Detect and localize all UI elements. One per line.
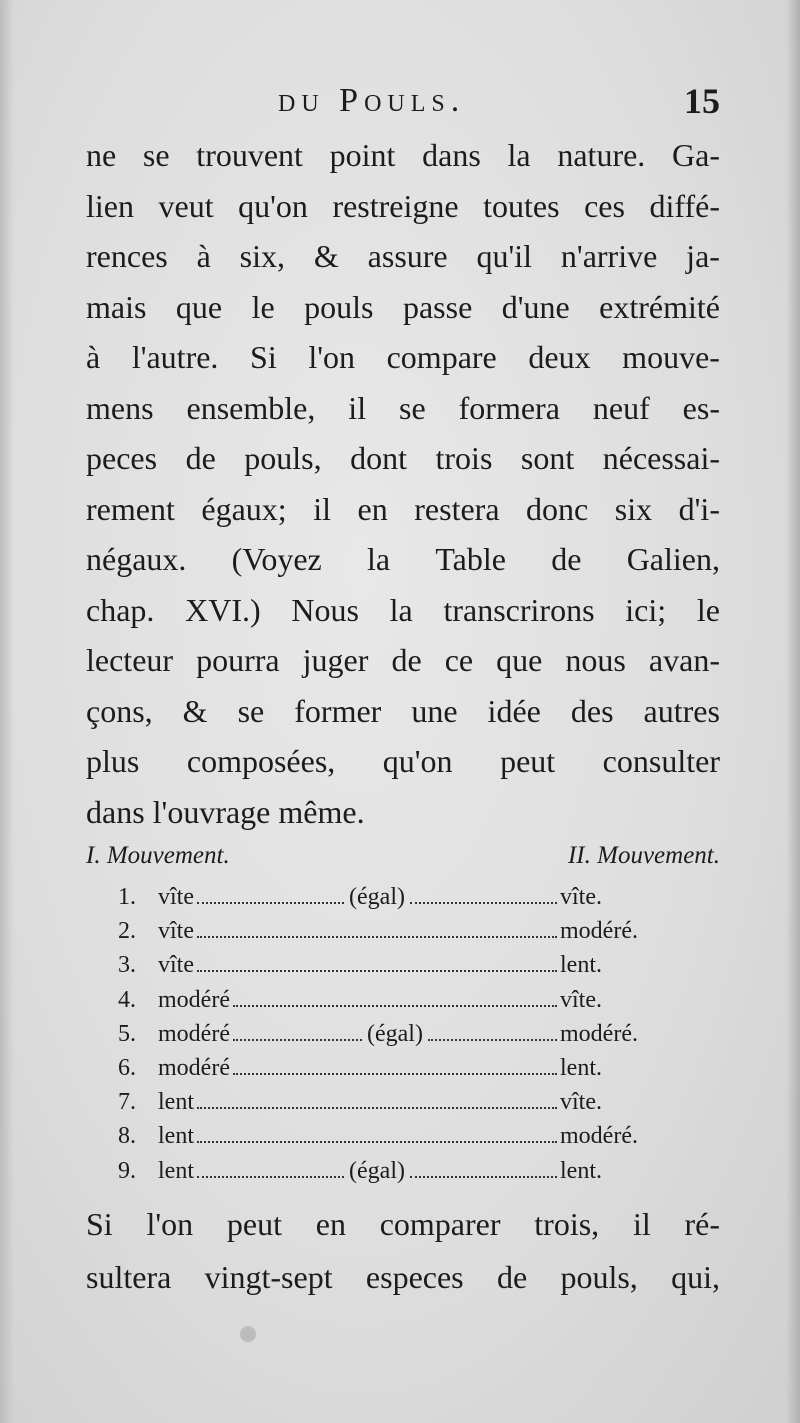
word: formera: [458, 389, 560, 426]
dot-leader: [233, 1039, 362, 1041]
word: en: [357, 490, 388, 527]
word: Ga-: [672, 137, 720, 173]
word: compare: [386, 339, 497, 375]
page-edge-shadow-right: [786, 0, 800, 1423]
word: nous: [565, 642, 626, 678]
word: d'une: [501, 288, 570, 325]
word: Si: [86, 1206, 113, 1242]
word: trois: [435, 440, 493, 476]
second-movement: vîte.: [560, 884, 602, 910]
word: (Voyez: [231, 541, 322, 577]
row-number: 5.: [118, 1020, 136, 1047]
word: restera: [414, 490, 500, 527]
dot-leader: [197, 902, 344, 904]
word: rement: [86, 490, 175, 527]
table-row: [118, 1085, 658, 1119]
word: la: [366, 541, 391, 577]
word: idée: [487, 692, 541, 729]
word: l'ouvrage: [152, 793, 271, 830]
word: vingt-sept: [204, 1259, 333, 1295]
word: especes: [365, 1259, 464, 1295]
text-line: [86, 534, 720, 585]
first-movement: lent: [158, 1157, 194, 1184]
word: &: [313, 238, 339, 274]
word: es-: [682, 389, 720, 426]
text-line: [86, 1198, 720, 1251]
word: la: [507, 137, 531, 173]
word: plus: [86, 743, 140, 779]
word: à: [196, 238, 211, 274]
word: une: [411, 692, 458, 729]
word: que: [175, 288, 223, 325]
dot-leader: [197, 1141, 557, 1143]
dot-leader: [197, 1176, 344, 1178]
word: transcrirons: [443, 591, 595, 628]
dot-leader: [410, 902, 557, 904]
word: six,: [239, 238, 286, 274]
text-line: [86, 736, 720, 787]
text-line: [86, 231, 720, 282]
page-header: [88, 78, 720, 130]
closing-paragraph: [86, 1198, 720, 1304]
text-line: [86, 130, 720, 181]
word: ce: [444, 642, 474, 678]
col2-heading: II. Mouvement.: [567, 842, 720, 869]
word: il: [348, 389, 367, 426]
text-line: [86, 635, 720, 686]
word: à: [86, 339, 101, 375]
table-row: [118, 948, 658, 982]
word: n'arrive: [560, 238, 658, 274]
word: qui,: [671, 1259, 720, 1295]
word: ces: [584, 187, 625, 224]
word: dans: [86, 793, 145, 830]
text-line: [86, 332, 720, 383]
dot-leader: [233, 1073, 557, 1075]
word: de: [496, 1259, 528, 1295]
word: qu'il: [476, 238, 533, 274]
word: le: [251, 288, 275, 325]
second-movement: modéré.: [560, 918, 638, 945]
word: de: [391, 642, 422, 678]
word: ré-: [684, 1206, 720, 1242]
word: que: [496, 642, 543, 678]
word: l'autre.: [131, 339, 219, 375]
word: assure: [367, 238, 448, 274]
word: ne: [86, 137, 117, 173]
row-number: 4.: [118, 986, 136, 1013]
word: l'on: [146, 1206, 194, 1242]
body-text: [86, 130, 720, 837]
word: trois,: [534, 1206, 600, 1242]
word: de: [551, 541, 582, 577]
dot-leader: [233, 1005, 557, 1007]
table-row: [118, 880, 658, 914]
second-movement: modéré.: [560, 1123, 638, 1150]
row-number: 1.: [118, 884, 136, 910]
word: peut: [226, 1206, 282, 1242]
row-number: 8.: [118, 1123, 136, 1150]
word: en: [315, 1206, 346, 1242]
text-line: [86, 1251, 720, 1304]
first-movement: modéré: [158, 1020, 230, 1047]
first-movement: vîte: [158, 918, 194, 945]
word: peut: [500, 743, 556, 779]
word: de: [185, 440, 216, 476]
text-line: [86, 686, 720, 737]
text-line: [86, 282, 720, 333]
text-line: [86, 585, 720, 636]
running-title: du Pouls.: [278, 82, 466, 119]
word: sont: [520, 440, 575, 476]
row-number: 3.: [118, 952, 136, 979]
table-row: [118, 983, 658, 1017]
first-movement: vîte: [158, 952, 194, 979]
first-movement: vîte: [158, 884, 194, 910]
first-movement: lent: [158, 1123, 194, 1150]
word: nécessai-: [602, 440, 720, 476]
word: l'on: [308, 339, 355, 375]
word: toutes: [483, 187, 560, 224]
text-line: [86, 433, 720, 484]
word: donc: [526, 490, 589, 527]
word: comparer: [379, 1206, 501, 1242]
word: dont: [350, 440, 407, 476]
text-line: [86, 787, 720, 838]
second-movement: modéré.: [560, 1020, 638, 1047]
word: six: [614, 490, 653, 527]
word: diffé-: [649, 187, 720, 224]
second-movement: lent.: [560, 1157, 602, 1184]
first-movement: modéré: [158, 1054, 230, 1081]
pulse-combination-table: [118, 880, 658, 1188]
word: se: [399, 389, 426, 426]
word: Si: [250, 339, 277, 375]
second-movement: lent.: [560, 952, 602, 979]
equal-marker: (égal): [349, 884, 405, 910]
word: veut: [158, 187, 214, 224]
dot-leader: [428, 1039, 557, 1041]
word: former: [294, 692, 382, 729]
word: égaux;: [201, 490, 287, 527]
word: mais: [86, 288, 147, 325]
word: nature.: [557, 137, 646, 173]
word: il: [632, 1206, 651, 1242]
word: juger: [302, 642, 369, 678]
word: pouls,: [560, 1259, 638, 1295]
word: çons,: [86, 692, 153, 729]
word: rences: [86, 238, 168, 274]
word: mens: [86, 389, 154, 426]
page-edge-shadow-left: [0, 0, 14, 1423]
table-row: [118, 914, 658, 948]
word: extrémité: [599, 288, 720, 325]
word: point: [329, 137, 396, 173]
second-movement: vîte.: [560, 986, 602, 1013]
word: même.: [278, 793, 365, 830]
dot-leader: [197, 936, 557, 938]
text-line: [86, 181, 720, 232]
word: lien: [86, 187, 134, 224]
table-row: [118, 1154, 658, 1188]
word: restreigne: [332, 187, 459, 224]
word: composées,: [186, 743, 336, 779]
ink-spot: [240, 1326, 256, 1342]
word: qu'on: [382, 743, 453, 779]
word: pouls: [304, 288, 374, 325]
col1-heading: I. Mouvement.: [86, 842, 230, 869]
second-movement: lent.: [560, 1054, 602, 1081]
word: &: [182, 692, 208, 729]
page-number: 15: [684, 81, 720, 121]
word: il: [313, 490, 331, 527]
word: pourra: [196, 642, 280, 678]
word: deux: [528, 339, 591, 375]
table-row: [118, 1017, 658, 1051]
word: autres: [643, 692, 720, 729]
word: dans: [422, 137, 481, 173]
first-movement: modéré: [158, 986, 230, 1013]
word: négaux.: [86, 541, 187, 577]
text-line: [86, 484, 720, 535]
word: Galien,: [626, 541, 720, 577]
word: neuf: [592, 389, 650, 426]
word: la: [389, 591, 413, 628]
word: avan-: [648, 642, 720, 678]
equal-marker: (égal): [349, 1157, 405, 1184]
word: d'i-: [678, 490, 720, 527]
word: lecteur: [86, 642, 174, 678]
word: XVI.): [185, 591, 261, 628]
dot-leader: [197, 970, 557, 972]
word: ensemble,: [186, 389, 316, 426]
table-column-headings: [86, 842, 720, 870]
word: ja-: [686, 238, 720, 274]
word: le: [696, 591, 720, 628]
word: se: [142, 137, 170, 173]
row-number: 7.: [118, 1089, 136, 1116]
word: peces: [86, 440, 158, 476]
word: des: [570, 692, 614, 729]
first-movement: lent: [158, 1089, 194, 1116]
second-movement: vîte.: [560, 1089, 602, 1116]
word: ici;: [625, 591, 667, 628]
word: trouvent: [196, 137, 303, 173]
word: pouls,: [244, 440, 322, 476]
row-number: 2.: [118, 918, 136, 945]
word: chap.: [86, 591, 155, 628]
word: se: [237, 692, 265, 729]
equal-marker: (égal): [367, 1020, 423, 1047]
dot-leader: [410, 1176, 557, 1178]
word: sultera: [86, 1259, 172, 1295]
word: Table: [435, 541, 506, 577]
table-row: [118, 1119, 658, 1153]
table-row: [118, 1051, 658, 1085]
word: consulter: [602, 743, 720, 779]
word: passe: [402, 288, 473, 325]
row-number: 9.: [118, 1157, 136, 1184]
text-line: [86, 383, 720, 434]
word: mouve-: [622, 339, 720, 375]
word: qu'on: [238, 187, 308, 224]
word: Nous: [291, 591, 359, 628]
row-number: 6.: [118, 1054, 136, 1081]
dot-leader: [197, 1107, 557, 1109]
